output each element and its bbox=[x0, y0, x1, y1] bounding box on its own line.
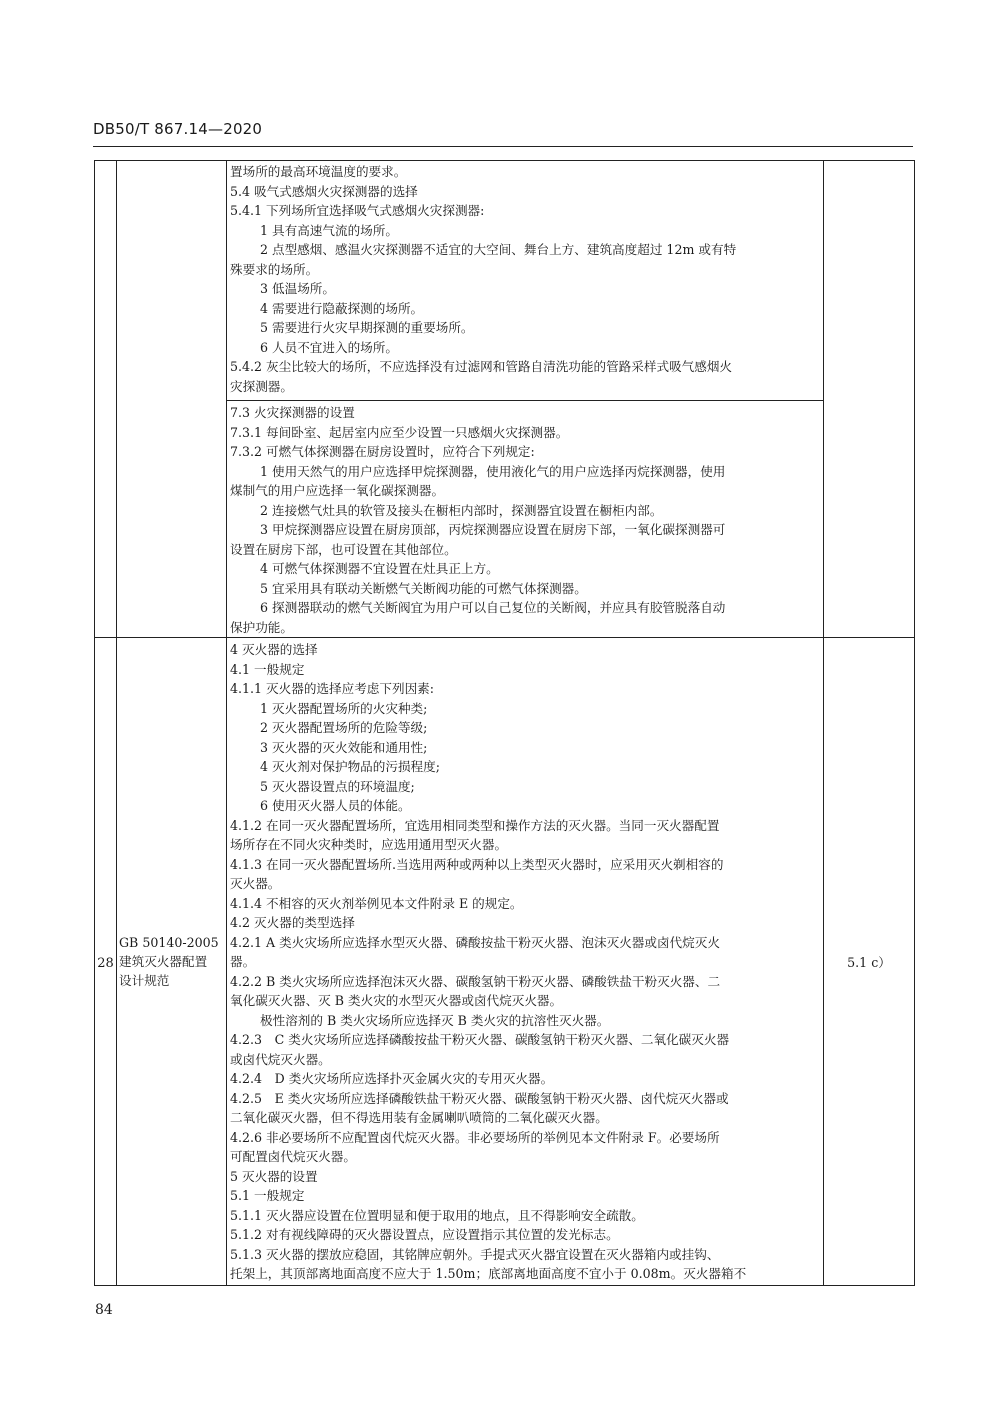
document-code-header: DB50/T 867.14—2020 bbox=[93, 120, 263, 138]
text-line: 殊要求的场所。 bbox=[230, 261, 319, 277]
text-line: 5.4.2 灰尘比较大的场所，不应选择没有过滤网和管路自清洗功能的管路采样式吸气感烟火 bbox=[230, 359, 733, 374]
text-line: 4.2.5 E 类火灾场所应选择磷酸铁盐干粉灭火器、碳酸氢钠干粉灭火器、卤代烷灭火器或 bbox=[230, 1090, 729, 1106]
clause-lines bbox=[227, 161, 823, 396]
text-line: 4.1.1 灭火器的选择应考虑下列因素: bbox=[230, 681, 435, 696]
prev-number-cell bbox=[95, 161, 117, 638]
text-line: 4.2 灭火器的类型选择 bbox=[230, 915, 355, 930]
header-rule bbox=[93, 146, 913, 147]
text-line: 场所存在不同火灾种类时，应选用通用型灭火器。 bbox=[230, 837, 508, 852]
standard-name-line-2: 设计规范 bbox=[119, 973, 170, 988]
text-line: 3 甲烷探测器应设置在厨房顶部，丙烷探测器应设置在厨房下部，一氧化碳探测器可 bbox=[260, 522, 726, 537]
text-line: 极性溶剂的 B 类火灾场所应选择灭 B 类火灾的抗溶性灭火器。 bbox=[260, 1012, 610, 1028]
text-line: 5 灭火器的设置 bbox=[230, 1168, 318, 1184]
clause-lines bbox=[227, 638, 823, 1284]
clause-ref: 5.1 c） bbox=[847, 955, 891, 970]
text-line: 7.3.1 每间卧室、起居室内应至少设置一只感烟火灾探测器。 bbox=[230, 424, 569, 440]
row-number: 28 bbox=[97, 956, 114, 971]
text-line: 4.2.3 C 类火灾场所应选择磷酸按盐干粉灭火器、碳酸氢钠干粉灭火器、二氧化碳灭火器 bbox=[230, 1032, 730, 1047]
row-number-cell bbox=[95, 638, 117, 1286]
clause-lines bbox=[227, 401, 823, 637]
text-line: 2 点型感烟、感温火灾探测器不适宜的大空间、舞台上方、建筑高度超过 12m 或有特 bbox=[260, 242, 737, 257]
text-line: 4.1.2 在同一灭火器配置场所，宜选用相同类型和操作方法的灭火器。当同一灭火器配置 bbox=[230, 817, 720, 833]
text-line: 5 需要进行火灾早期探测的重要场所。 bbox=[260, 320, 474, 335]
text-line: 器。 bbox=[230, 954, 256, 969]
text-line: 1 具有高速气流的场所。 bbox=[260, 222, 398, 238]
text-line: 4 可燃气体探测器不宜设置在灶具正上方。 bbox=[260, 561, 499, 576]
text-line: 3 低温场所。 bbox=[260, 281, 335, 296]
prev-clause-cell bbox=[824, 161, 915, 638]
prev-content-block-2 bbox=[227, 401, 824, 638]
text-line: 4 灭火器的选择 bbox=[230, 642, 318, 657]
standard-cell bbox=[117, 638, 227, 1286]
text-line: 6 人员不宜进入的场所。 bbox=[260, 339, 398, 355]
text-line: 置场所的最高环境温度的要求。 bbox=[230, 164, 407, 179]
text-line: 5.1.2 对有视线障碍的灭火器设置点，应设置指示其位置的发光标志。 bbox=[230, 1227, 619, 1242]
text-line: 4 需要进行隐蔽探测的场所。 bbox=[260, 300, 424, 316]
page-number: 84 bbox=[95, 1302, 113, 1318]
text-line: 4.2.2 B 类火灾场所应选择泡沫灭火器、碳酸氢钠干粉灭火器、磷酸铁盐干粉灭火器、二 bbox=[230, 973, 721, 989]
text-line: 4.1.3 在同一灭火器配置场所.当选用两种或两种以上类型灭火器时，应采用灭火剃相容的 bbox=[230, 856, 724, 872]
prev-content-block-1 bbox=[227, 161, 824, 401]
text-line: 4.2.4 D 类火灾场所应选择扑灭金属火灾的专用灭火器。 bbox=[230, 1071, 554, 1086]
text-line: 设置在厨房下部，也可设置在其他部位。 bbox=[230, 541, 457, 557]
standards-table bbox=[94, 160, 915, 1286]
text-line: 灾探测器。 bbox=[230, 378, 293, 394]
text-line: 保护功能。 bbox=[230, 619, 293, 635]
text-line: 5.1 一般规定 bbox=[230, 1188, 305, 1203]
text-line: 5 宜采用具有联动关断燃气关断阀功能的可燃气体探测器。 bbox=[260, 580, 587, 596]
text-line: 5.1.1 灭火器应设置在位置明显和便于取用的地点，且不得影响安全疏散。 bbox=[230, 1207, 644, 1223]
text-line: 可配置卤代烷灭火器。 bbox=[230, 1149, 356, 1164]
prev-standard-cell bbox=[117, 161, 227, 638]
text-line: 6 使用灭火器人员的体能。 bbox=[260, 798, 411, 813]
text-line: 4.2.6 非必要场所不应配置卤代烷灭火器。非必要场所的举例见本文件附录 F。必要场所 bbox=[230, 1129, 720, 1145]
text-line: 4.1.4 不相容的灭火剂举例见本文件附录 E 的规定。 bbox=[230, 895, 523, 911]
text-line: 煤制气的用户应选择一氧化碳探测器。 bbox=[230, 483, 445, 498]
text-line: 二氧化碳灭火器，但不得选用装有金属喇叭喷筒的二氧化碳灭火器。 bbox=[230, 1110, 608, 1125]
text-line: 1 灭火器配置场所的火灾种类; bbox=[260, 700, 428, 716]
text-line: 托架上，其顶部离地面高度不应大于 1.50m；底部离地面高度不宜小于 0.08m。灭火器箱不 bbox=[230, 1266, 747, 1281]
text-line: 灭火器。 bbox=[230, 876, 281, 891]
clause-ref-cell bbox=[824, 638, 915, 1286]
text-line: 3 灭火器的灭火效能和通用性; bbox=[260, 739, 428, 755]
text-line: 5.4.1 下列场所宜选择吸气式感烟火灾探测器: bbox=[230, 203, 485, 218]
text-line: 1 使用天然气的用户应选择甲烷探测器，使用液化气的用户应选择丙烷探测器，使用 bbox=[260, 463, 726, 479]
standard-name-line-1: 建筑灭火器配置 bbox=[119, 954, 208, 969]
text-line: 7.3.2 可燃气体探测器在厨房设置时，应符合下列规定: bbox=[230, 444, 535, 459]
text-line: 氧化碳灭火器、灭 B 类火灾的水型灭火器或卤代烷灭火器。 bbox=[230, 993, 563, 1008]
text-line: 2 灭火器配置场所的危险等级; bbox=[260, 720, 428, 735]
text-line: 7.3 火灾探测器的设置 bbox=[230, 405, 355, 420]
text-line: 5 灭火器设置点的环境温度; bbox=[260, 778, 415, 794]
text-line: 4.2.1 A 类火灾场所应选择水型灭火器、磷酸按盐干粉灭火器、泡沫灭火器或卤代烷灭火 bbox=[230, 934, 720, 950]
text-line: 4.1 一般规定 bbox=[230, 661, 305, 677]
standard-code: GB 50140-2005 bbox=[119, 935, 219, 950]
text-line: 或卤代烷灭火器。 bbox=[230, 1051, 331, 1067]
standard-content-cell bbox=[227, 638, 824, 1286]
text-line: 5.1.3 灭火器的摆放应稳固，其铭牌应朝外。手提式灭火器宜设置在灭火器箱内或挂钩、 bbox=[230, 1246, 720, 1262]
text-line: 6 探测器联动的燃气关断阀宜为用户可以自己复位的关断阀，并应具有胶管脱落自动 bbox=[260, 600, 726, 615]
text-line: 2 连接燃气灶具的软管及接头在橱柜内部时，探测器宜设置在橱柜内部。 bbox=[260, 502, 663, 518]
text-line: 5.4 吸气式感烟火灾探测器的选择 bbox=[230, 183, 418, 199]
text-line: 4 灭火剂对保护物品的污损程度; bbox=[260, 759, 440, 774]
